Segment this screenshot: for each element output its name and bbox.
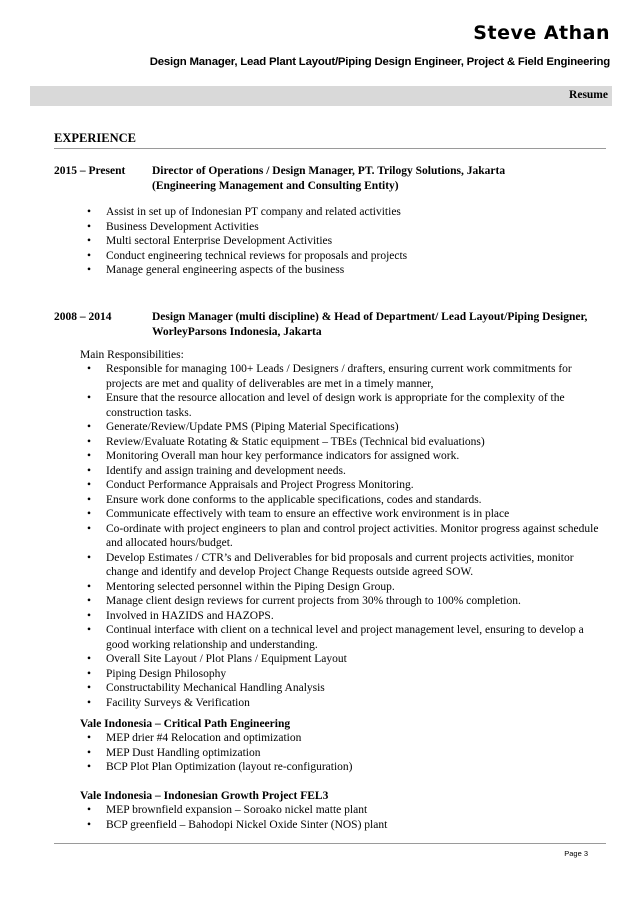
project-title: Vale Indonesia – Indonesian Growth Project FEL3 (80, 790, 329, 802)
list-item: • Monitoring Overall man hour key performance indicators for assigned work. (80, 449, 604, 464)
candidate-roles: Design Manager, Lead Plant Layout/Piping Design Engineer, Project & Field Engineering (149, 56, 610, 68)
list-item: • Constructability Mechanical Handling Analysis (80, 681, 604, 696)
list-item: • Conduct Performance Appraisals and Project Progress Monitoring. (80, 478, 604, 493)
job1-bullet-list (80, 205, 600, 278)
list-item: • Communicate effectively with team to ensure an effective work environment is in place (80, 507, 604, 522)
list-item: • Generate/Review/Update PMS (Piping Material Specifications) (80, 420, 604, 435)
section-divider (54, 148, 606, 149)
resume-label: Resume (569, 89, 608, 101)
list-item: • Business Development Activities (80, 220, 600, 235)
list-item: • Identify and assign training and development needs. (80, 464, 604, 479)
list-item: • Manage general engineering aspects of the business (80, 263, 600, 278)
list-item: • Develop Estimates / CTR’s and Deliverables for bid proposals and current projects activities, monitor change and identify and develop Project Change Requests outside agreed SOW. (80, 551, 604, 580)
list-item: • MEP drier #4 Relocation and optimization (80, 731, 600, 746)
list-item: • Mentoring selected personnel within the Piping Design Group. (80, 580, 604, 595)
list-item: • Continual interface with client on a technical level and project management level, ensuring to develop a good working relationship and understanding. (80, 623, 604, 652)
project2-bullet-list (80, 803, 600, 832)
list-item: • BCP greenfield – Bahodopi Nickel Oxide Sinter (NOS) plant (80, 818, 600, 833)
responsibilities-label: Main Responsibilities: (80, 349, 184, 361)
list-item: • Manage client design reviews for current projects from 30% through to 100% completion. (80, 594, 604, 609)
list-item: • MEP Dust Handling optimization (80, 746, 600, 761)
list-item: • Multi sectoral Enterprise Development Activities (80, 234, 600, 249)
job-title-line: (Engineering Management and Consulting Entity) (152, 179, 399, 192)
project1-bullet-list (80, 731, 600, 775)
footer-divider (54, 843, 606, 844)
job-dates: 2008 – 2014 (54, 311, 112, 323)
job-title-line: Director of Operations / Design Manager, PT. Trilogy Solutions, Jakarta (152, 165, 506, 177)
section-title-experience: EXPERIENCE (54, 131, 136, 145)
list-item: • Facility Surveys & Verification (80, 696, 604, 711)
list-item: • Involved in HAZIDS and HAZOPS. (80, 609, 604, 624)
list-item: • Overall Site Layout / Plot Plans / Equipment Layout (80, 652, 604, 667)
list-item: • Responsible for managing 100+ Leads / Designers / drafters, ensuring current work commitments for projects are met and quality of deliverables are met in a timely manner, (80, 362, 604, 391)
list-item: • Ensure that the resource allocation and level of design work is appropriate for the complexity of the construction tasks. (80, 391, 604, 420)
resume-banner (30, 86, 612, 106)
job-dates: 2015 – Present (54, 165, 126, 177)
job-title-line: Design Manager (multi discipline) & Head of Department/ Lead Layout/Piping Designer, (152, 311, 588, 323)
page-number: Page 3 (564, 849, 588, 858)
job-title (152, 310, 614, 339)
list-item: • Conduct engineering technical reviews for proposals and projects (80, 249, 600, 264)
list-item: • BCP Plot Plan Optimization (layout re-configuration) (80, 760, 600, 775)
list-item: • Piping Design Philosophy (80, 667, 604, 682)
list-item: • MEP brownfield expansion – Soroako nickel matte plant (80, 803, 600, 818)
list-item: • Assist in set up of Indonesian PT company and related activities (80, 205, 600, 220)
job-title (152, 164, 614, 193)
project-title: Vale Indonesia – Critical Path Engineering (80, 718, 291, 730)
job-title-line: WorleyParsons Indonesia, Jakarta (152, 325, 322, 338)
list-item: • Review/Evaluate Rotating & Static equipment – TBEs (Technical bid evaluations) (80, 435, 604, 450)
list-item: • Co-ordinate with project engineers to plan and control project activities. Monitor progress against schedule and allocated hours/budget. (80, 522, 604, 551)
list-item: • Ensure work done conforms to the applicable specifications, codes and standards. (80, 493, 604, 508)
job2-bullet-list (80, 362, 604, 710)
candidate-name: Steve Athan (473, 22, 610, 44)
